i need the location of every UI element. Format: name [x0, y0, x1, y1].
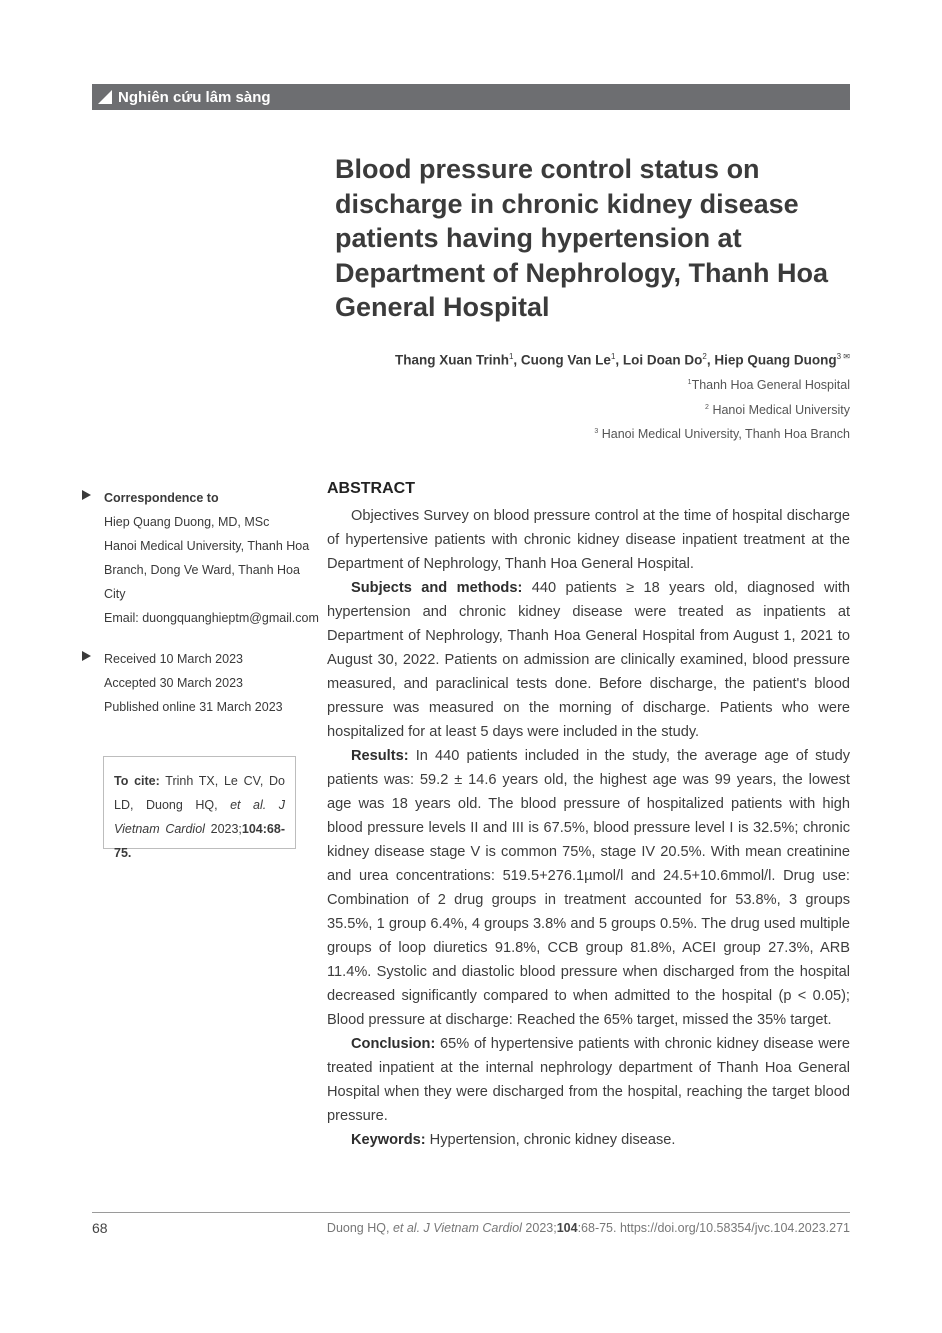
abstract-heading: ABSTRACT [327, 480, 415, 497]
accepted-date: Accepted 30 March 2023 [104, 676, 243, 690]
article-title: Blood pressure control status on discharge in chronic kidney disease patients having hypertension at Department of Nephrology, Thanh Hoa General Hospital [335, 154, 829, 322]
footer-cite-authors: Duong HQ, [326, 1221, 390, 1235]
affiliation-mark: 1 [687, 378, 692, 386]
objectives-text: Objectives Survey on blood pressure control at the time of hospital discharge of hypertensive patients with chronic kidney disease inpatient treatment at the Department of Nephrology, Thanh Hoa General Hospital. [327, 508, 850, 572]
citation-journal: J Vietnam Cardiol [114, 798, 285, 836]
footer-cite-doi[interactable]: :68-75. https://doi.org/10.58354/jvc.104.2023.271 [577, 1221, 850, 1235]
footer-cite-year: 2023; [525, 1221, 557, 1235]
citation-etal: et al. [230, 798, 267, 812]
correspondence-name: Hiep Quang Duong, MD, MSc [104, 515, 270, 529]
affiliation-mark: 3 [594, 427, 599, 435]
author-mark: 1 [508, 352, 514, 361]
author-name: Hiep Quang Duong [714, 352, 837, 368]
correspondence-email[interactable]: Email: duongquanghieptm@gmail.com [104, 611, 319, 625]
abstract-conclusion [327, 1032, 850, 1128]
conclusion-text: 65% of hypertensive patients with chronic kidney disease were treated inpatient at the internal nephrology department of Thanh Hoa General Hospital when they were discharged from the hospital, reaching the target blood pressure. [327, 1036, 850, 1124]
footer-cite-volume: 104 [556, 1221, 578, 1235]
affiliation-text: Hanoi Medical University, Thanh Hoa Branch [601, 427, 850, 441]
author-mark: 3 ✉ [836, 352, 850, 361]
affiliation [688, 378, 850, 392]
methods-label: Subjects and methods: [351, 580, 523, 596]
results-text: In 440 patients included in the study, the average age of study patients was: 59.2 ± 14.6 years old, the highest age was 99 years, the lowest age was 18 years old. The blood pressure of hospitalized patients with high blood pressure levels II and III is 67.5%, blood pressure level I is 32.5%; chronic kidney disease stage V is common 75%, stage IV 20.5%. With mean creatinine and urea concentrations: 519.5+276.1µmol/l and 24.5+10.6mmol/l. Drug use: Combination of 2 drug groups in treatment accounted for 53.8%, 3 groups 35.5%, 1 group 6.4%, 4 groups 3.8% and 5 groups 0.5%. The drug used multiple groups of loop diuretics 91.8%, CCB group 81.8%, ACEI group 27.3%, ARB 11.4%. Systolic and diastolic blood pressure when discharged from the hospital decreased significantly compared to when admitted to the hospital (p < 0.05); Blood pressure at discharge: Reached the 65% target, missed the 35% target. [327, 748, 850, 1028]
correspondence-block [82, 486, 322, 630]
citation-authors: Trinh TX, Le CV, Do LD, Duong HQ, [114, 774, 285, 812]
page-number: 68 [92, 1220, 108, 1236]
conclusion-label: Conclusion: [351, 1036, 436, 1052]
abstract-results [327, 744, 850, 1032]
correspondence-address: Branch, Dong Ve Ward, Thanh Hoa City [104, 563, 300, 601]
author-mark: 2 [702, 352, 707, 361]
citation-volume: 104:68-75. [114, 822, 285, 860]
abstract-methods [327, 576, 850, 744]
keywords-text: Hypertension, chronic kidney disease. [429, 1132, 676, 1148]
abstract-keywords [327, 1128, 850, 1152]
published-date: Published online 31 March 2023 [104, 700, 283, 714]
author-name: Thang Xuan Trinh [394, 352, 509, 368]
footer-cite-journal: et al. J Vietnam Cardiol [392, 1221, 522, 1235]
citation-label: To cite: [114, 774, 160, 788]
affiliation-text: Hanoi Medical University [712, 403, 850, 417]
triangle-icon [98, 90, 112, 104]
section-label: Nghiên cứu lâm sàng [118, 88, 271, 106]
author-name: Cuong Van Le [520, 352, 611, 368]
affiliation-mark: 2 [705, 403, 709, 411]
results-label: Results: [351, 748, 409, 764]
abstract-objectives [327, 504, 850, 576]
keywords-label: Keywords: [351, 1132, 426, 1148]
section-header-bar [92, 84, 850, 110]
footer-divider [92, 1212, 850, 1213]
affiliation-text: Thanh Hoa General Hospital [691, 378, 850, 392]
author-name: Loi Doan Do [622, 352, 703, 368]
author-mark: 1 [610, 352, 616, 361]
correspondence-address: Hanoi Medical University, Thanh Hoa [104, 539, 310, 553]
dates-block [82, 647, 322, 719]
received-date: Received 10 March 2023 [104, 652, 243, 666]
correspondence-heading: Correspondence to [104, 491, 219, 505]
author-list: Thang Xuan Trinh$^1$, Cuong Van Le$^1$, Loi Doan Do$^2$, Hiep Quang Duong$^{3 ✉}$ [394, 352, 850, 368]
methods-text: 440 patients ≥ 18 years old, diagnosed with hypertension and chronic kidney disease were treated as inpatients at Department of Nephrology, Thanh Hoa General Hospital from August 1, 2021 to August 30, 2022. Patients on admission are clinically examined, blood pressure measured, and paraclinical tests done. Before discharge, the patient's blood pressure was measured on the morning of discharge. Patients who were hospitalized for at least 5 days were included in the study. [327, 580, 850, 740]
footer-citation [327, 1221, 850, 1235]
citation-box [103, 756, 296, 860]
affiliation [594, 427, 850, 441]
citation-year: 2023; [210, 822, 242, 836]
arrow-right-icon [82, 651, 91, 661]
abstract-body [327, 504, 850, 1152]
affiliation [705, 403, 850, 417]
arrow-right-icon [82, 490, 91, 500]
